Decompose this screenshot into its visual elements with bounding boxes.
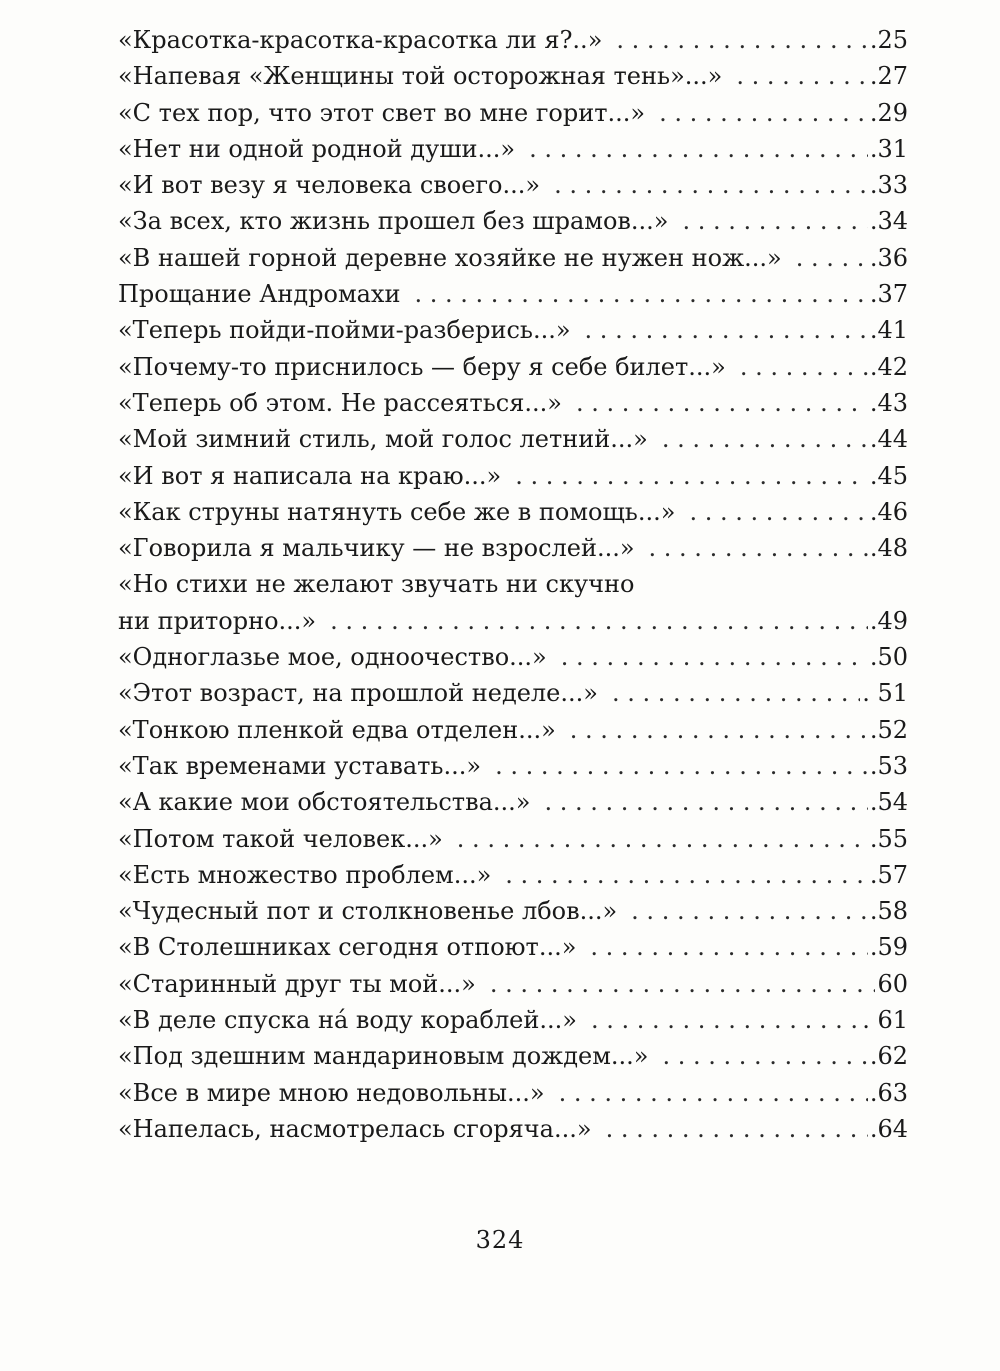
dot-leader: [544, 784, 867, 820]
toc-entry: [118, 494, 908, 530]
dot-leader: [683, 203, 868, 239]
toc-entry-page: .54: [869, 788, 908, 817]
toc-entry-title: «Все в мире мною недовольны...»: [118, 1078, 545, 1107]
dot-leader: [490, 966, 876, 1002]
toc-entry: [118, 1075, 908, 1111]
toc-entry-title: Прощание Андромахи: [118, 280, 401, 309]
toc-entry-page: .27: [869, 62, 908, 91]
dot-leader: [591, 1002, 860, 1038]
toc-entry: [118, 1038, 908, 1074]
toc-entry-title: «Под здешним мандариновым дождем...»: [118, 1042, 649, 1071]
dot-leader: [414, 276, 867, 312]
toc-entry-page: . 51: [862, 679, 908, 708]
toc-entry: [118, 58, 908, 94]
toc-entry-page: .48: [869, 534, 908, 563]
toc-entry-title: «Но стихи не желают звучать ни скучно: [118, 570, 635, 599]
toc-entry-title: «В нашей горной деревне хозяйке не нужен нож...»: [118, 243, 782, 272]
toc-entry: [118, 421, 908, 457]
toc-entry-page: 60: [877, 969, 908, 998]
toc-entry: [118, 1002, 908, 1038]
toc-entry: [118, 821, 908, 857]
toc-entry-page: .33: [869, 171, 908, 200]
toc-entry-page: .34: [869, 207, 908, 236]
toc-entry-page: .43: [869, 388, 908, 417]
toc-entry-title: «И вот везу я человека своего...»: [118, 171, 541, 200]
toc-entry-page: .45: [869, 461, 908, 490]
toc-entry-title: «В Столешниках сегодня отпоют...»: [118, 933, 577, 962]
toc-entry-title: «С тех пор, что этот свет во мне горит...»: [118, 98, 646, 127]
toc-entry: [118, 893, 908, 929]
toc-entry-page: .64: [869, 1114, 908, 1143]
toc-entry-page: .41: [869, 316, 908, 345]
dot-leader: [689, 494, 867, 530]
toc-entry: [118, 784, 908, 820]
toc-entry-title: «Красотка-красотка-красотка ли я?..»: [118, 26, 603, 54]
toc-entry: [118, 639, 908, 675]
toc-entry: [118, 95, 908, 131]
toc-entry-page: .36: [869, 243, 908, 272]
dot-leader: [616, 22, 867, 58]
toc-entry-title: ни приторно...»: [118, 606, 317, 635]
toc-entry-page: .49: [869, 606, 908, 635]
toc-entry: [118, 458, 908, 494]
toc-entry-title: «И вот я написала на краю...»: [118, 461, 502, 490]
dot-leader: [606, 1111, 868, 1147]
toc-entry-title: «Этот возраст, на прошлой неделе...»: [118, 679, 598, 708]
dot-leader: [662, 421, 868, 457]
toc-entry-page: .55: [869, 824, 908, 853]
dot-leader: [736, 58, 868, 94]
toc-entry: [118, 240, 908, 276]
toc-entry: [118, 712, 908, 748]
toc-entry: [118, 22, 908, 58]
toc-entry: [118, 530, 908, 566]
dot-leader: [515, 458, 868, 494]
toc-entry-title: «Есть множество проблем...»: [118, 860, 492, 889]
toc-entry-title: «Потом такой человек...»: [118, 824, 443, 853]
dot-leader: [561, 639, 868, 675]
toc-entry-page: . 61: [862, 1006, 908, 1035]
toc-entry-page: .57: [869, 860, 908, 889]
toc-entry-title: «В деле спуска нá воду кораблей...»: [118, 1006, 577, 1035]
toc-entry-title: «Мой зимний стиль, мой голос летний...»: [118, 425, 648, 454]
toc-entry-title: «Почему-то приснилось — беру я себе билет...»: [118, 352, 726, 381]
toc-entry: [118, 675, 908, 711]
toc-entry-page: .62: [869, 1042, 908, 1071]
dot-leader: [585, 312, 868, 348]
dot-leader: [559, 1075, 868, 1111]
toc-entry: [118, 385, 908, 421]
toc-entry: [118, 966, 908, 1002]
toc-entry-title: «Одноглазье мое, одноочество...»: [118, 643, 547, 672]
dot-leader: [570, 712, 868, 748]
dot-leader: [554, 167, 868, 203]
toc-entry-page: .63: [869, 1078, 908, 1107]
toc-entry: [118, 748, 908, 784]
toc-entry: [118, 929, 908, 965]
toc-entry-first-line: [118, 566, 908, 602]
toc-entry-title: «Теперь об этом. Не рассеяться...»: [118, 388, 562, 417]
toc-entry: [118, 1111, 908, 1147]
toc-entry-page: .52: [869, 715, 908, 744]
toc-entry-title: «За всех, кто жизнь прошел без шрамов...»: [118, 207, 669, 236]
dot-leader: [796, 240, 868, 276]
toc-entry-page: .25: [869, 26, 908, 54]
toc-entry-page: .31: [869, 134, 908, 163]
toc-entry: [118, 349, 908, 385]
dot-leader: [590, 929, 867, 965]
toc-entry-page: .29: [869, 98, 908, 127]
toc-entry: [118, 203, 908, 239]
toc-entry: [118, 312, 908, 348]
toc-entry-title: «Нет ни одной родной души...»: [118, 134, 516, 163]
dot-leader: [649, 530, 868, 566]
toc-entry-title: «Напевая «Женщины той осторожная тень»...»: [118, 62, 723, 91]
dot-leader: [330, 603, 868, 639]
toc-entry-title: «Чудесный пот и столкновенье лбов...»: [118, 897, 618, 926]
dot-leader: [612, 675, 860, 711]
dot-leader: [505, 857, 868, 893]
toc-entry-page: .42: [869, 352, 908, 381]
dot-leader: [576, 385, 868, 421]
dot-leader: [740, 349, 868, 385]
toc-entry-page: .44: [869, 425, 908, 454]
dot-leader: [659, 95, 868, 131]
toc-entry-title: «Теперь пойди-пойми-разберись...»: [118, 316, 571, 345]
page-number: 324: [475, 1226, 525, 1254]
toc-entry-page: .59: [869, 933, 908, 962]
toc-entry-title: «Напелась, насмотрелась сгоряча...»: [118, 1114, 592, 1143]
toc-entry-page: .46: [869, 497, 908, 526]
toc-entry-page: .50: [869, 643, 908, 672]
toc-entry: [118, 131, 908, 167]
table-of-contents: [118, 22, 908, 1147]
toc-entry-page: .53: [869, 751, 908, 780]
toc-entry: [118, 167, 908, 203]
toc-entry-title: «Так временами уставать...»: [118, 751, 482, 780]
dot-leader: [457, 821, 868, 857]
toc-entry-title: «Тонкою пленкой едва отделен...»: [118, 715, 556, 744]
toc-entry-page: .37: [869, 280, 908, 309]
toc-entry: [118, 603, 908, 639]
toc-entry-title: «А какие мои обстоятельства...»: [118, 788, 531, 817]
toc-entry-page: .58: [869, 897, 908, 926]
toc-entry-title: «Старинный друг ты мой...»: [118, 969, 476, 998]
toc-entry-title: «Как струны натянуть себе же в помощь...»: [118, 497, 676, 526]
dot-leader: [662, 1038, 867, 1074]
dot-leader: [495, 748, 868, 784]
toc-entry-title: «Говорила я мальчику — не взрослей...»: [118, 534, 635, 563]
toc-entry: [118, 276, 908, 312]
dot-leader: [529, 131, 868, 167]
toc-entry: [118, 857, 908, 893]
dot-leader: [631, 893, 868, 929]
